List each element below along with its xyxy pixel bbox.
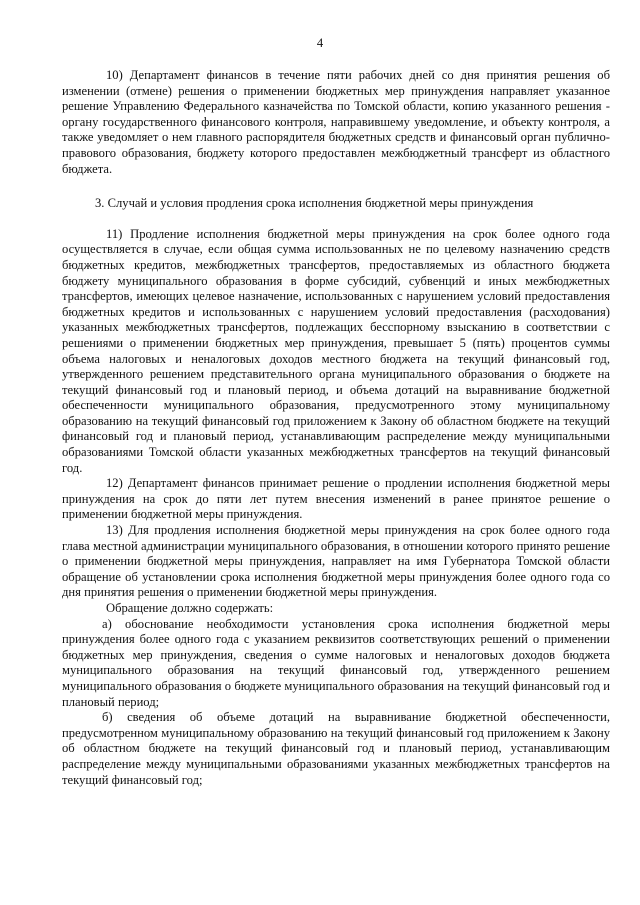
page-number: 4 — [316, 36, 324, 50]
paragraph-12: 12) Департамент финансов принимает решение о продлении исполнения бюджетной меры принуждения на срок до пяти лет путем внесения изменений в ранее принятое решение о применении бюджетной меры принуждения. — [62, 476, 610, 522]
paragraph-10: 10) Департамент финансов в течение пяти рабочих дней со дня принятия решения об изменении (отмене) решения о применении бюджетных мер принуждения направляет указанное решение Управлению Федерального казначейства по Томской области, копию указанного решения - органу государственного финансового контроля, направившему уведомление, и объекту контроля, а также уведомляет о нем главного распорядителя бюджетных средств и финансовый орган публично-правового образования, бюджету которого предоставлен межбюджетный трансферт из областного бюджета. — [62, 68, 610, 176]
paragraph-13: 13) Для продления исполнения бюджетной меры принуждения на срок более одного года глава местной администрации муниципального образования, в отношении которого принято решение о применении бюджетной меры принуждения, направляет на имя Губернатора Томской области обращение об установлении срока исполнения бюджетной меры принуждения более одного года со дня принятия решения о применении бюджетной меры принуждения. — [62, 523, 610, 600]
list-item-b: б) сведения об объеме дотаций на выравнивание бюджетной обеспеченности, предусмотренном муниципальному образованию на текущий финансовый год приложением к Закону об областном бюджете на текущий финансовый год и плановый период, устанавливающим распределение между муниципальными образованиями указанных межбюджетных трансфертов на текущий финансовый год; — [62, 710, 610, 787]
appeal-intro: Обращение должно содержать: — [106, 601, 274, 615]
section-heading-3: 3. Случай и условия продления срока исполнения бюджетной меры принуждения — [95, 196, 534, 211]
list-item-a: а) обоснование необходимости установления срока исполнения бюджетной меры принуждения более одного года с указанием реквизитов соответствующих решений о применении бюджетных мер принуждения, сведения о сумме налоговых и неналоговых доходов бюджета муниципального образования на текущий финансовый год, утвержденного решением муниципального образования о бюджете муниципального образования на текущий финансовый год и плановый период; — [62, 616, 610, 709]
document-body — [62, 68, 610, 788]
paragraph-11: 11) Продление исполнения бюджетной меры принуждения на срок более одного года осуществляется в случае, если общая сумма использованных не по целевому назначению средств бюджетных кредитов, межбюджетных трансфертов, предоставляемых из областного бюджета бюджету муниципального образования в форме субсидий, субвенций и иных межбюджетных трансфертов, имеющих целевое назначение, использованных с нарушением условий предоставления бюджетных кредитов и использованных с нарушением условий предоставления (расходования) указанных межбюджетных трансфертов, подлежащих бесспорному взысканию в соответствии с решениями о применении бюджетных мер принуждения, превышает 5 (пять) процентов суммы объема налоговых и неналоговых доходов местного бюджета на текущий финансовый год, утвержденного решением представительного органа муниципального образования о бюджете на текущий финансовый год и плановый период, и объема дотаций на выравнивание бюджетной обеспеченности муниципального образования, предусмотренного этому муниципальному образованию на текущий финансовый год приложением к Закону об областном бюджете на текущий финансовый год и плановый период, устанавливающим распределение между муниципальными образованиями Томской области указанных межбюджетных трансфертов на текущий финансовый год. — [62, 226, 610, 475]
